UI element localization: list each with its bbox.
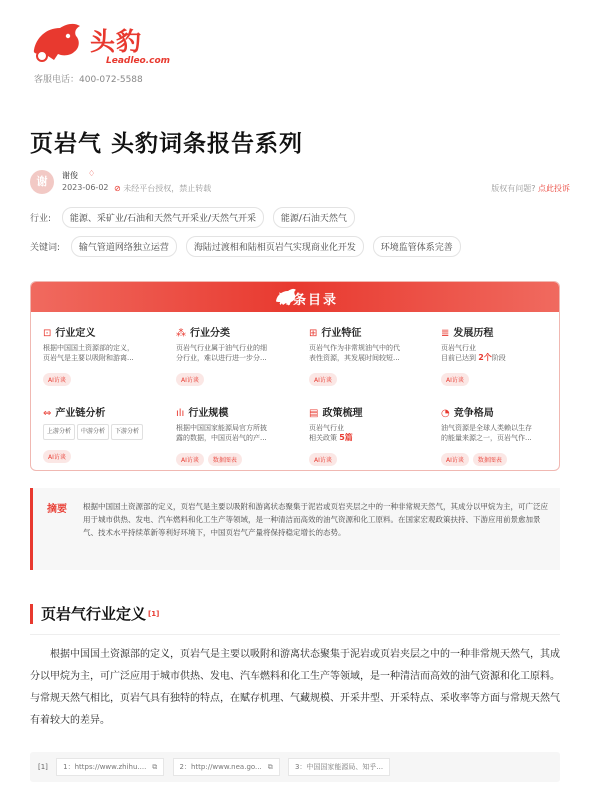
- toc-item-title: 行业定义: [55, 328, 96, 339]
- history-icon: ≣: [441, 328, 450, 339]
- toc-item-desc: 页岩气行业 相关政策 5篇: [309, 424, 353, 442]
- summary-label: 摘要: [47, 504, 67, 515]
- summary-text: 根据中国国土资源部的定义，页岩气是主要以吸附和游离状态聚集于泥岩或页岩夹层之中的一种非常规天然气，其成分以甲烷为主，可广泛应用于城市供热、发电、汽车燃料和化工生产等领域，是一种清洁而高效的油气资源和化工原料。在国家宏观政策扶持、下游应用前景愈加景气、技术水平持续革新等利好环境下，中国页岩气产量将保持稳定增长的态势。: [83, 502, 548, 537]
- upstream-tag[interactable]: 上游分析: [43, 424, 75, 440]
- toc-item-desc: 根据中国国家能源局官方所披 露的数据，中国页岩气的产...: [176, 424, 267, 442]
- toc-item-desc: 页岩气行业属于油气行业的细 分行业，难以进行进一步分...: [176, 344, 267, 362]
- ai-interview-tag[interactable]: AI访谈: [309, 373, 337, 386]
- scale-icon: ılı: [176, 408, 185, 419]
- toc-item-desc: 页岩气行业 目前已达到 2个阶段: [441, 344, 506, 362]
- data-chart-tag[interactable]: 数据图表: [473, 453, 507, 466]
- reference-item[interactable]: 1：https://www.zhihu.... ⧉: [56, 758, 164, 776]
- references-label: [1]: [38, 763, 48, 771]
- section-body: 根据中国国土资源部的定义，页岩气是主要以吸附和游离状态聚集于泥岩或页岩夹层之中的一种非常规天然气，其成分以甲烷为主，可广泛应用于城市供热、发电、汽车燃料和化工生产等领域，是一种清洁而高效的油气资源和化工原料。与常规天然气相比，页岩气具有独特的特点，在赋存机理、气藏规模、开采井型、开采特点、采收率等方面与常规天然气有着较大的差异。: [30, 649, 560, 726]
- keyword-tag[interactable]: 环境监管体系完善: [373, 236, 461, 257]
- ai-interview-tag[interactable]: AI访谈: [309, 453, 337, 466]
- brand-name: 头豹: [90, 27, 143, 56]
- keywords-label: 关键词:: [30, 243, 61, 253]
- toc-item-competition[interactable]: [441, 404, 560, 471]
- ai-interview-tag[interactable]: AI访谈: [43, 373, 71, 386]
- copyright-notice-text: 未经平台授权，禁止转载: [123, 184, 212, 193]
- page-title: 页岩气 头豹词条报告系列: [30, 131, 304, 157]
- toc-item-history[interactable]: [441, 324, 560, 394]
- toc-title: 词条目录: [278, 293, 339, 308]
- industry-row: [30, 207, 361, 227]
- ai-interview-tag[interactable]: AI访谈: [43, 450, 71, 463]
- author-badge-icon: ♢: [88, 169, 96, 178]
- policy-icon: ▤: [309, 408, 319, 419]
- toc-item-chain[interactable]: [43, 404, 163, 471]
- brand-logo[interactable]: [30, 16, 171, 68]
- footnote-ref[interactable]: [1]: [148, 610, 160, 618]
- ai-interview-tag[interactable]: AI访谈: [176, 453, 204, 466]
- downstream-tag[interactable]: 下游分析: [111, 424, 143, 440]
- definition-icon: ⊡: [43, 328, 52, 339]
- copy-icon[interactable]: ⧉: [267, 763, 273, 771]
- reference-item[interactable]: 3：中国国家能源局、知乎...: [288, 758, 390, 776]
- author-name[interactable]: 谢俊: [62, 171, 78, 180]
- section-title: 页岩气行业定义: [41, 605, 147, 623]
- feature-icon: ⊞: [309, 328, 318, 339]
- toc-item-title: 政策梳理: [322, 408, 363, 419]
- toc-item-definition[interactable]: [43, 324, 163, 394]
- toc-item-title: 行业特征: [321, 328, 362, 339]
- publish-date: 2023-06-02: [62, 183, 109, 192]
- brand-domain: Leadleo.com: [106, 56, 171, 66]
- ai-interview-tag[interactable]: AI访谈: [176, 373, 204, 386]
- copy-icon[interactable]: ⧉: [152, 763, 158, 771]
- toc-item-title: 行业规模: [188, 408, 229, 419]
- toc-item-policy[interactable]: [309, 404, 429, 471]
- reference-item[interactable]: 2：http://www.nea.go... ⧉: [173, 758, 280, 776]
- toc-item-desc: 油气资源是全球人类赖以生存 的能量来源之一，页岩气作...: [441, 424, 532, 442]
- toc-item-desc: 根据中国国土资源部的定义， 页岩气是主要以吸附和游离...: [43, 344, 134, 362]
- toc-item-classification[interactable]: [176, 324, 296, 394]
- chain-icon: ⇔: [43, 408, 52, 419]
- ai-interview-tag[interactable]: AI访谈: [441, 453, 469, 466]
- keywords-row: [30, 236, 467, 256]
- toc-header: [31, 282, 559, 312]
- data-chart-tag[interactable]: 数据图表: [208, 453, 242, 466]
- toc-item-title: 竞争格局: [453, 408, 494, 419]
- avatar[interactable]: 谢: [30, 170, 54, 194]
- customer-hotline: 客服电话：400-072-5588: [34, 75, 143, 85]
- ban-icon: ⊘: [114, 184, 121, 193]
- copyright-report: [491, 183, 570, 194]
- industry-tag[interactable]: 能源、采矿业/石油和天然气开采业/天然气开采: [62, 207, 264, 228]
- ai-interview-tag[interactable]: AI访谈: [441, 373, 469, 386]
- section-divider: [30, 634, 560, 635]
- toc-item-title: 产业链分析: [55, 408, 106, 419]
- complaint-link[interactable]: 点此投诉: [538, 184, 570, 193]
- toc-item-title: 行业分类: [190, 328, 230, 339]
- competition-icon: ◔: [441, 408, 450, 419]
- toc-item-desc: 页岩气作为非常规油气中的代 表性资源，其发展时间较短...: [309, 344, 400, 362]
- author-row: [30, 170, 570, 196]
- midstream-tag[interactable]: 中游分析: [77, 424, 109, 440]
- references-bar: [30, 752, 560, 782]
- toc-item-scale[interactable]: [176, 404, 296, 471]
- leopard-logo-icon: [30, 20, 84, 64]
- section-heading: [30, 604, 159, 624]
- table-of-contents: [30, 281, 560, 471]
- summary-box: [30, 488, 560, 570]
- classification-icon: ⁂: [176, 328, 186, 339]
- industry-tag[interactable]: 能源/石油天然气: [273, 207, 355, 228]
- industry-label: 行业:: [30, 214, 52, 224]
- toc-item-title: 发展历程: [453, 328, 494, 339]
- copyright-notice: [114, 183, 211, 194]
- keyword-tag[interactable]: 输气管道网络独立运营: [71, 236, 177, 257]
- toc-item-features[interactable]: [309, 324, 429, 394]
- keyword-tag[interactable]: 海陆过渡相和陆相页岩气实现商业化开发: [186, 236, 364, 257]
- chain-subtags: [43, 424, 163, 440]
- copyright-question: 版权有问题?: [491, 184, 536, 193]
